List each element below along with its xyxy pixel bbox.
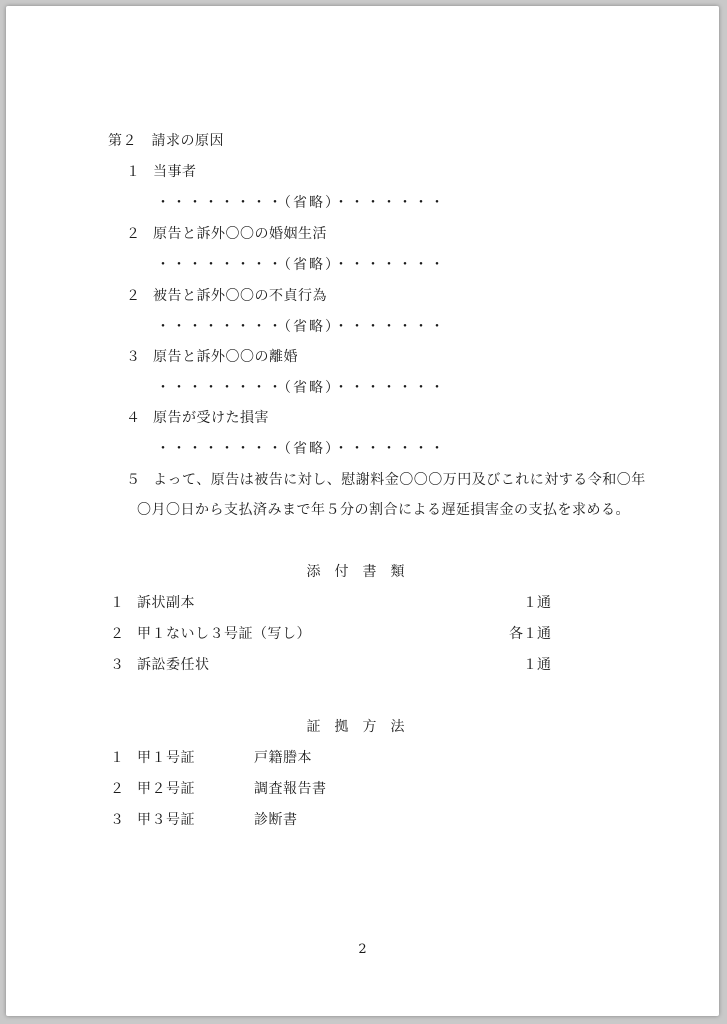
attachment-number: １ [110,595,125,611]
conclusion-number: ５ [126,472,141,488]
evidence-document: 診断書 [254,812,298,828]
attachment-name: 甲１ないし３号証（写し） [137,626,311,642]
attachment-count: １通 [523,657,551,673]
evidence-document: 戸籍謄本 [254,750,312,766]
evidence-number: ３ [110,812,125,828]
evidence-number: ２ [110,781,125,797]
evidence-document: 調査報告書 [254,781,327,797]
item-title: 当事者 [153,164,197,180]
item-title: 原告と訴外〇〇の離婚 [153,349,298,365]
item-title: 被告と訴外〇〇の不貞行為 [153,288,327,304]
item-title: 原告が受けた損害 [153,410,269,426]
page-number: 2 [358,942,367,957]
attachments-heading: 添付書類 [306,564,419,580]
attachment-name: 訴状副本 [137,595,195,611]
item-number: ２ [126,288,141,304]
attachment-count: １通 [523,595,551,611]
item-number: １ [126,164,141,180]
conclusion-line-1: よって、原告は被告に対し、慰謝料金〇〇〇万円及びこれに対する令和〇年 [153,472,646,488]
document-page [6,6,719,1016]
item-body: ・・・・・・・・（省略）・・・・・・・ [156,195,446,211]
item-number: ４ [126,410,141,426]
item-body: ・・・・・・・・（省略）・・・・・・・ [156,380,446,396]
attachment-number: ３ [110,657,125,673]
attachment-count: 各１通 [509,626,551,642]
item-body: ・・・・・・・・（省略）・・・・・・・ [156,441,446,457]
attachment-number: ２ [110,626,125,642]
evidence-exhibit: 甲３号証 [137,812,195,828]
evidence-number: １ [110,750,125,766]
item-number: ３ [126,349,141,365]
section-heading: 第２ 請求の原因 [108,133,224,149]
attachment-name: 訴訟委任状 [137,657,210,673]
evidence-exhibit: 甲１号証 [137,750,195,766]
conclusion-line-2: 〇月〇日から支払済みまで年５分の割合による遅延損害金の支払を求める。 [137,502,630,518]
item-body: ・・・・・・・・（省略）・・・・・・・ [156,319,446,335]
evidence-exhibit: 甲２号証 [137,781,195,797]
item-title: 原告と訴外〇〇の婚姻生活 [153,226,327,242]
item-number: ２ [126,226,141,242]
item-body: ・・・・・・・・（省略）・・・・・・・ [156,257,446,273]
evidence-heading: 証拠方法 [306,719,419,735]
